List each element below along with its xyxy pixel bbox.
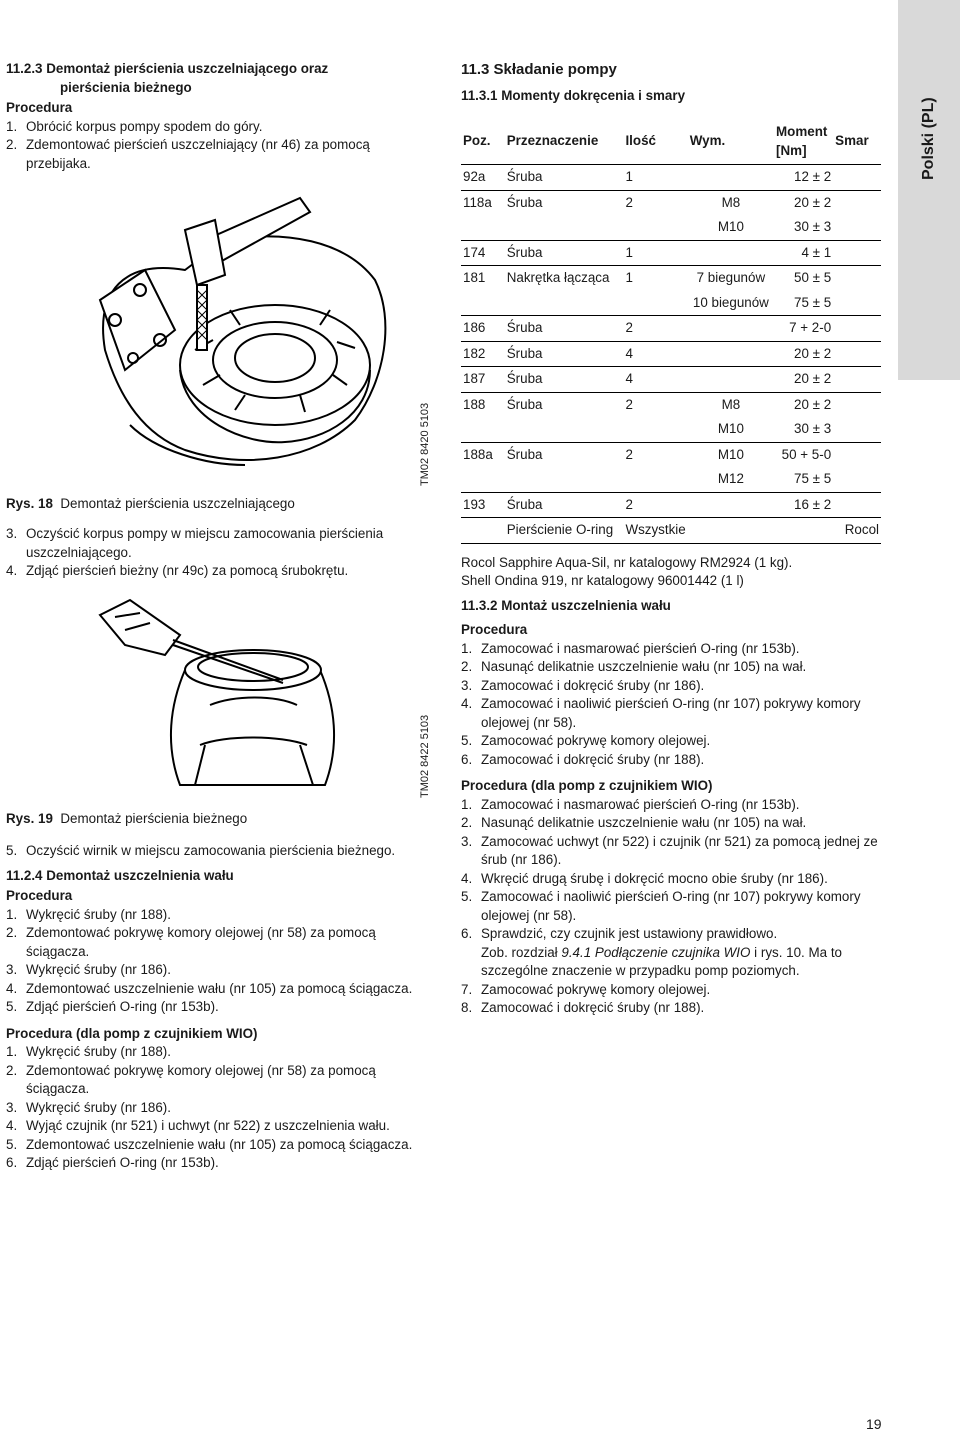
table-cell-ilosc: 1 [623,266,687,291]
seal-ring-removal-illustration [85,180,405,480]
table-cell-poz: 188a [461,442,505,467]
list-item [461,999,881,1018]
table-row [461,215,881,240]
item-number: 2. [6,925,18,940]
list-item [6,136,431,173]
item-number: 4. [6,563,18,578]
table-cell-moment [774,518,833,544]
table-cell-ilosc [623,291,687,316]
list-item [461,796,881,815]
list-item [6,906,431,925]
wear-ring-removal-illustration [85,595,385,795]
item-text: Wykręcić śruby (nr 188). [26,1044,171,1059]
list-item [6,1099,431,1118]
table-cell-ilosc: 2 [623,190,687,215]
list-item [6,998,431,1017]
item-text: Zdemontować uszczelnienie wału (nr 105) za pomocą ściągacza. [26,980,413,996]
table-cell-ilosc: 1 [623,165,687,191]
item-text: Oczyścić wirnik w miejscu zamocowania pierścienia bieżnego. [26,843,396,858]
heading-line-1: 11.2.3 Demontaż pierścienia uszczelniającego oraz [6,61,329,76]
table-cell-ilosc: 1 [623,240,687,266]
table-cell-smar [833,417,881,442]
table-cell-ilosc: 4 [623,367,687,393]
item-text: Zamocować i naoliwić pierścień O-ring (nr 107) pokrywy komory olejowej (nr 58). [481,889,861,923]
table-cell-smar [833,316,881,342]
lubricant-note-1: Rocol Sapphire Aqua-Sil, nr katalogowy RM2924 (1 kg). [461,554,793,570]
torque-table-body [461,165,881,544]
table-cell-ilosc: 2 [623,392,687,417]
item-number: 2. [6,137,18,152]
item-text-part: Sprawdzić, czy czujnik jest ustawiony prawidłowo. [481,926,778,942]
table-cell-smar [833,392,881,417]
table-cell-ilosc: Wszystkie [623,518,687,544]
left-column [6,60,431,173]
table-cell-moment: 4 ± 1 [774,240,833,266]
item-text: Zamocować pokrywę komory olejowej. [481,981,711,997]
table-cell-smar [833,341,881,367]
col-header-dimension: Wym. [689,133,726,149]
item-text-part: i rys. 10. Ma to szczególne znaczenie w przypadku pomp poziomych. [481,944,842,979]
table-cell-poz [461,467,505,492]
item-number: 1. [461,796,473,812]
col-header-poz: Poz. [463,133,491,149]
item-text: Zdemontować uszczelnienie wału (nr 105) za pomocą ściągacza. [26,1136,413,1152]
table-cell-wym [688,165,774,191]
table-cell-smar: Rocol [833,518,881,544]
table-cell-moment: 50 ± 5 [774,266,833,291]
table-cell-przezn [505,417,624,442]
item-number: 3. [461,677,473,693]
table-cell-smar [833,467,881,492]
steps-list-2 [6,525,431,581]
list-item [6,924,431,961]
item-text: Zdjąć pierścień O-ring (nr 153b). [26,999,219,1014]
table-row [461,492,881,518]
procedure-label: Procedura [6,888,73,903]
table-cell-moment: 30 ± 3 [794,421,832,437]
list-item [461,658,881,677]
table-cell-ilosc: 4 [623,341,687,367]
figure-19-code: TM02 8422 5103 [419,714,431,798]
section-11-3-1-heading: 11.3.1 Momenty dokręcenia i smary [461,87,686,103]
table-cell-moment: 12 ± 2 [774,165,833,191]
table-row [461,316,881,342]
item-number: 6. [6,1155,18,1170]
table-cell-wym [688,492,774,518]
table-cell-wym: M12 [717,471,744,487]
list-item [6,1117,431,1136]
table-row [461,392,881,417]
item-text: Wyjąć czujnik (nr 521) i uchwyt (nr 522) z uszczelnienia wału. [26,1118,390,1133]
item-text: Wykręcić śruby (nr 186). [26,962,171,977]
list-item [6,525,431,562]
table-cell-wym [688,341,774,367]
table-cell-przezn: Śruba [505,190,624,215]
item-text: Zdemontować pokrywę komory olejowej (nr 58) za pomocą ściągacza. [26,925,376,959]
table-cell-poz: 118a [461,190,505,215]
figure-18-code: TM02 8420 5103 [419,402,431,486]
table-row [461,266,881,291]
table-cell-przezn [505,291,624,316]
table-cell-ilosc: 2 [623,492,687,518]
table-cell-moment: 20 ± 2 [774,367,833,393]
table-cell-poz: 187 [461,367,505,393]
table-cell-ilosc [623,215,687,240]
table-cell-ilosc: 2 [623,442,687,467]
item-number: 4. [6,1118,18,1133]
list-item [461,833,881,870]
table-cell-ilosc [623,467,687,492]
figure-18-label: Rys. 18 [6,496,53,511]
table-cell-moment: 50 + 5-0 [774,442,833,467]
item-number: 6. [461,926,473,942]
section-11-2-4-heading: 11.2.4 Demontaż uszczelnienia wału [6,867,234,883]
procedure-wio-label: Procedura (dla pomp z czujnikiem WIO) [6,1025,258,1041]
table-row [461,518,881,544]
language-tab [898,0,960,380]
item-number: 5. [461,889,473,905]
table-row [461,417,881,442]
table-cell-przezn: Śruba [505,367,624,393]
table-cell-moment: 30 ± 3 [794,219,832,235]
section-11-3-2-heading: 11.3.2 Montaż uszczelnienia wału [461,597,671,613]
list-item [461,640,881,659]
item-number: 5. [6,843,18,858]
page-number: 19 [866,1416,882,1432]
item-number: 2. [6,1062,18,1078]
table-cell-poz: 181 [461,266,505,291]
table-cell-moment: 75 ± 5 [794,471,832,487]
table-cell-poz [461,291,505,316]
torque-table [461,119,881,544]
list-item [6,562,431,581]
col-header-quantity: Ilość [625,133,656,149]
item-number: 1. [6,906,18,922]
left-lower-content [6,842,431,1173]
table-cell-przezn: Śruba [505,392,624,417]
table-cell-wym [688,518,774,544]
table-cell-przezn: Śruba [505,316,624,342]
item-number: 5. [6,1136,18,1152]
item-number: 3. [6,962,18,977]
item-text: Zamocować uchwyt (nr 522) i czujnik (nr 521) za pomocą jednej ze śrub (nr 186). [481,833,878,868]
table-cell-smar [833,215,881,240]
list-item [461,981,881,1000]
table-cell-poz [461,518,505,544]
figure-18-title: Demontaż pierścienia uszczelniającego [60,496,295,511]
item-number: 1. [6,118,18,134]
steps-list-1 [6,118,431,174]
section-11-3-heading: 11.3 Składanie pompy [461,61,617,78]
table-cell-ilosc [623,417,687,442]
table-cell-poz: 182 [461,341,505,367]
table-cell-przezn: Śruba [505,240,624,266]
list-item [461,732,881,751]
table-cell-poz: 186 [461,316,505,342]
item-text: Nasunąć delikatnie uszczelnienie wału (nr 105) na wał. [481,815,807,831]
table-cell-przezn [505,467,624,492]
table-cell-wym: M8 [688,190,774,215]
figure-18-caption [6,495,295,514]
item-text: Zamocować i dokręcić śruby (nr 188). [481,751,705,767]
procedure-wio-label: Procedura (dla pomp z czujnikiem WIO) [461,778,713,794]
item-number: 3. [461,833,473,849]
table-cell-wym [688,240,774,266]
table-cell-smar [833,266,881,291]
table-row [461,467,881,492]
table-cell-poz [461,215,505,240]
table-cell-moment: 20 ± 2 [774,341,833,367]
list-item [461,751,881,770]
col-header-purpose: Przeznaczenie [506,133,599,149]
table-cell-wym: M8 [688,392,774,417]
table-cell-wym [688,316,774,342]
item-number: 1. [6,1044,18,1059]
table-cell-poz [461,417,505,442]
item-text: Zdemontować pokrywę komory olejowej (nr 58) za pomocą ściągacza. [26,1062,376,1096]
table-cell-wym: M10 [717,421,744,437]
item-text-part: Zob. rozdział [481,944,562,960]
table-cell-poz: 92a [461,165,505,191]
table-row [461,442,881,467]
list-item [461,925,881,981]
item-number: 5. [461,733,473,749]
table-cell-moment: 20 ± 2 [774,190,833,215]
item-number: 7. [461,981,473,997]
item-text: Zamocować i dokręcić śruby (nr 188). [481,1000,705,1016]
procedure-label: Procedura [461,622,528,638]
list-item [6,1062,431,1099]
table-cell-smar [833,165,881,191]
figure-19-title: Demontaż pierścienia bieżnego [60,811,248,826]
item-text: Zdjąć pierścień O-ring (nr 153b). [26,1155,219,1170]
table-cell-poz: 188 [461,392,505,417]
item-number: 8. [461,1000,473,1016]
list-item [6,980,431,999]
table-cell-smar [833,240,881,266]
list-item [6,842,431,861]
table-cell-smar [833,442,881,467]
right-column [461,60,881,1018]
table-cell-przezn: Śruba [505,165,624,191]
item-text: Wykręcić śruby (nr 188). [26,906,171,922]
table-row [461,165,881,191]
lubricant-note-2: Shell Ondina 919, nr katalogowy 96001442 (1 l) [461,573,744,589]
item-number: 2. [461,815,473,831]
list-item [461,814,881,833]
table-row [461,190,881,215]
procedure-label: Procedura [6,100,73,115]
table-row [461,291,881,316]
table-cell-poz: 193 [461,492,505,518]
table-cell-smar [833,492,881,518]
table-cell-przezn: Pierścienie O-ring [505,518,624,544]
table-cell-przezn: Śruba [505,341,624,367]
item-text: Zamocować i naoliwić pierścień O-ring (nr 107) pokrywy komory olejowej (nr 58). [481,696,861,730]
table-cell-przezn [505,215,624,240]
table-cell-wym: M10 [717,219,744,235]
table-cell-wym: 7 biegunów [688,266,774,291]
table-cell-smar [833,190,881,215]
item-text [481,925,881,981]
table-cell-moment: 16 ± 2 [774,492,833,518]
list-item [6,1043,431,1062]
table-cell-przezn: Śruba [505,492,624,518]
figure-19-label: Rys. 19 [6,811,53,826]
list-item [461,695,881,732]
list-item [6,961,431,980]
cross-reference-link[interactable]: 9.4.1 Podłączenie czujnika WIO [561,944,751,960]
table-cell-wym: 10 biegunów [692,294,769,310]
item-text: Oczyścić korpus pompy w miejscu zamocowania pierścienia uszczelniającego. [26,526,384,560]
table-row [461,341,881,367]
table-header-row [461,119,881,165]
heading-line-2: pierścienia bieżnego [60,79,192,95]
item-number: 5. [6,999,18,1014]
list-item [6,1154,431,1173]
item-text: Obrócić korpus pompy spodem do góry. [26,118,263,134]
item-number: 4. [461,696,473,712]
item-text: Zdjąć pierścień bieżny (nr 49c) za pomocą śrubokrętu. [26,563,349,578]
list-item [6,118,431,137]
table-cell-ilosc: 2 [623,316,687,342]
list-item [461,870,881,889]
item-number: 3. [6,1099,18,1115]
list-item [6,1136,431,1155]
table-cell-smar [833,367,881,393]
table-row [461,367,881,393]
section-11-2-3-heading [6,60,431,97]
col-header-torque: Moment [Nm] [776,124,828,158]
list-item [461,677,881,696]
item-number: 4. [6,980,18,996]
table-cell-przezn: Śruba [505,442,624,467]
item-text: Zamocować i nasmarować pierścień O-ring (nr 153b). [481,640,800,656]
table-cell-moment: 7 + 2-0 [774,316,833,342]
table-cell-przezn: Nakrętka łącząca [505,266,624,291]
table-cell-moment: 20 ± 2 [774,392,833,417]
item-text: Wykręcić śruby (nr 186). [26,1099,171,1115]
item-number: 1. [461,640,473,656]
item-number: 2. [461,659,473,675]
language-tab-label: Polski (PL) [920,97,937,180]
table-cell-smar [833,291,881,316]
figure-19-caption [6,810,247,829]
col-header-lubricant: Smar [835,133,869,149]
item-number: 6. [461,751,473,767]
item-text: Zdemontować pierścień uszczelniający (nr 46) za pomocą przebijaka. [26,137,370,171]
item-text: Wkręcić drugą śrubę i dokręcić mocno obie śruby (nr 186). [481,870,828,886]
item-text: Nasunąć delikatnie uszczelnienie wału (nr 105) na wał. [481,659,807,675]
item-number: 3. [6,526,18,541]
table-cell-wym: M10 [688,442,774,467]
table-row [461,240,881,266]
item-text: Zamocować i nasmarować pierścień O-ring (nr 153b). [481,796,800,812]
item-text: Zamocować i dokręcić śruby (nr 186). [481,677,705,693]
table-cell-poz: 174 [461,240,505,266]
table-cell-moment: 75 ± 5 [794,294,832,310]
table-cell-wym [688,367,774,393]
item-number: 4. [461,870,473,886]
item-text: Zamocować pokrywę komory olejowej. [481,733,711,749]
list-item [461,888,881,925]
